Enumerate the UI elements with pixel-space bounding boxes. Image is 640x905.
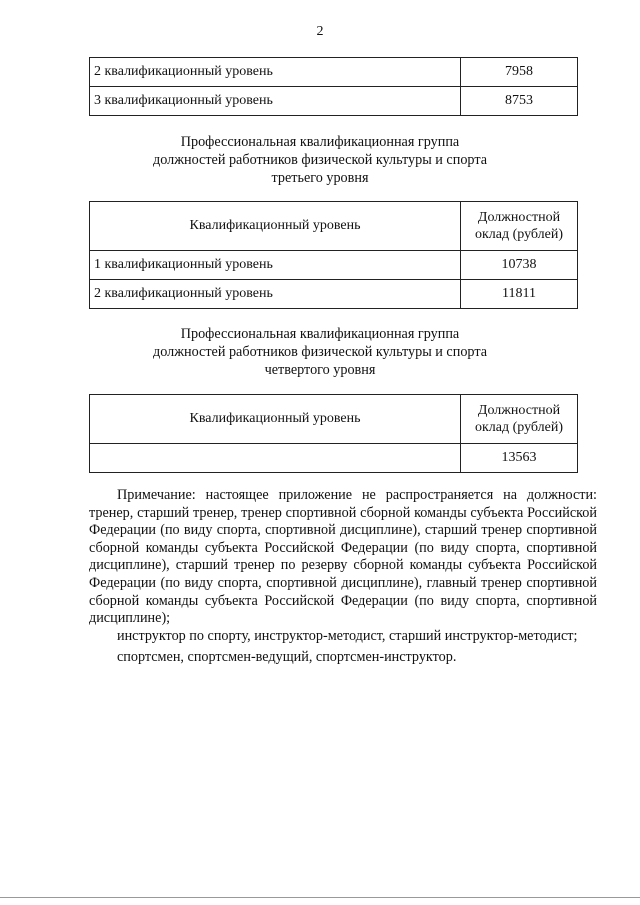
salary-cell: 11811 [461,280,578,309]
qualification-level-cell: 1 квалификационный уровень [90,251,461,280]
salary-cell: 13563 [461,444,578,473]
table-row [90,444,578,473]
column-header-salary [461,395,578,444]
column-header-salary [461,202,578,251]
heading-line: должностей работников физической культуры и спорта [152,152,487,168]
column-header-level: Квалификационный уровень [90,395,461,444]
salary-table-level-2 [89,57,578,116]
qualification-level-cell: 3 квалификационный уровень [90,87,461,116]
salary-cell: 10738 [461,251,578,280]
qualification-level-cell [90,444,461,473]
salary-table-level-4 [89,394,578,473]
heading-line: Профессиональная квалификационная группа [180,326,460,342]
page-number: 2 [316,24,324,39]
section-heading-level-3 [0,133,640,187]
table-row [90,58,578,87]
table-row [90,87,578,116]
heading-line: Профессиональная квалификационная группа [180,134,460,150]
table-row [90,280,578,309]
salary-table-level-3 [89,201,578,309]
header-line: оклад (рублей) [474,227,564,242]
heading-line: третьего уровня [271,170,369,186]
heading-line: четвертого уровня [264,362,376,378]
section-heading-level-4 [0,325,640,379]
table-header-row [90,202,578,251]
header-line: Должностной [477,403,561,418]
table-row [90,251,578,280]
qualification-level-cell: 2 квалификационный уровень [90,58,461,87]
note-paragraph: спортсмен, спортсмен-ведущий, спортсмен-инструктор. [117,649,457,666]
qualification-level-cell: 2 квалификационный уровень [90,280,461,309]
note-paragraph: Примечание: настоящее приложение не распространяется на должности: тренер, старший тренер, тренер спортивной сборной команды субъекта Российской Федерации (по виду спорта, спортивной дисциплине), старший тренер спортивной сборной команды субъекта Российской Федерации (по виду спорта, спортивной дисциплине), старший тренер по резерву сборной команды субъекта Российской Федерации (по виду спорта, спортивной дисциплине), главный тренер спортивной сборной команды субъекта Российской Федерации (по виду спорта, спортивной дисциплине); [89,487,597,627]
salary-cell: 8753 [461,87,578,116]
note-text [89,487,597,667]
header-line: Должностной [477,210,561,225]
heading-line: должностей работников физической культуры и спорта [152,344,487,360]
column-header-level: Квалификационный уровень [90,202,461,251]
salary-cell: 7958 [461,58,578,87]
header-line: оклад (рублей) [474,420,564,435]
note-paragraph: инструктор по спорту, инструктор-методист, старший инструктор-методист; [117,627,578,644]
bottom-divider [0,897,640,898]
table-header-row [90,395,578,444]
